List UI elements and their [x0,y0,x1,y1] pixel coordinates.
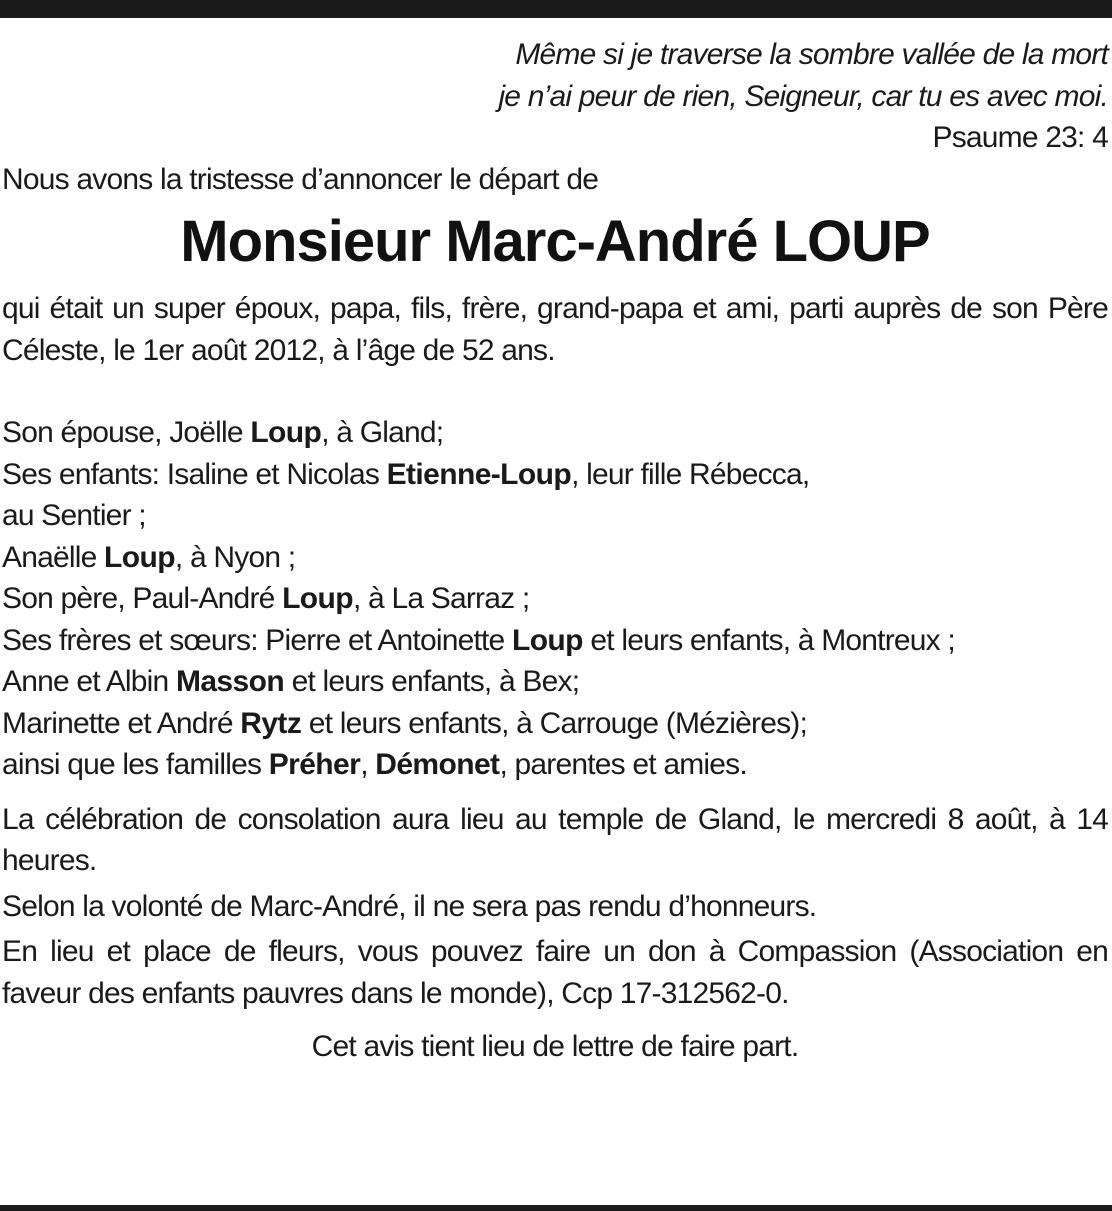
verse-line-1: Même si je traverse la sombre vallée de la mort [515,38,1108,71]
intro-text: Nous avons la tristesse d’annoncer le départ de [2,162,599,196]
deceased-name: Monsieur Marc-André LOUP [180,209,930,274]
family-surname: Masson [175,665,285,698]
no-honours-text: Selon la volonté de Marc-André, il ne sera pas rendu d’honneurs. [2,889,817,923]
family-list [2,412,1108,786]
family-sibling-masson [2,661,1108,703]
closing-text: Cet avis tient lieu de lettre de faire part. [311,1030,799,1063]
family-text: et leurs enfants, à Montreux ; [582,623,955,657]
family-surname: Démonet [375,748,500,781]
family-text: , [360,748,376,781]
description-text: qui était un super époux, papa, fils, frère, grand-papa et ami, parti auprès de son Père Céleste, le 1er août 2012, à l’âge de 52 ans. [2,292,1108,367]
family-text: et leurs enfants, à Bex; [284,665,580,698]
family-text: , parentes et amies. [499,748,747,781]
family-text: , à Gland; [321,416,444,449]
family-father [2,578,1108,620]
family-surname: Loup [104,540,175,574]
family-text: Ses enfants: Isaline et Nicolas [2,457,387,491]
donation-text: En lieu et place de fleurs, vous pouvez faire un don à Compassion (Association en faveur des enfants pauvres dans le monde), Ccp 17-312562-0. [2,935,1108,1010]
family-surname: Préher [268,748,361,781]
family-text: et leurs enfants, à Carrouge (Mézières); [301,706,807,740]
bible-verse [2,34,1108,159]
family-text: , à Nyon ; [174,540,296,574]
family-text: ainsi que les familles [2,748,269,781]
family-sibling-rytz [2,703,1108,745]
verse-line-2: je n’ai peur de rien, Seigneur, car tu es avec moi. [498,79,1108,113]
family-other-families [2,744,1108,786]
top-border-rule [0,0,1112,18]
family-text: Anne et Albin [2,665,176,698]
family-text: Son père, Paul-André [2,582,283,615]
family-surname: Rytz [240,706,302,740]
ceremony-text: La célébration de consolation aura lieu au temple de Gland, le mercredi 8 août, à 14 heures. [2,802,1108,877]
family-children-location: au Sentier ; [2,499,146,532]
family-surname: Etienne-Loup [386,457,572,491]
verse-reference: Psaume 23: 4 [932,121,1108,154]
family-children [2,454,1108,496]
obituary-notice [2,34,1108,1068]
family-text: , à La Sarraz ; [352,582,530,615]
family-text: Son épouse, Joëlle [2,416,251,449]
bottom-border-rule [0,1205,1112,1211]
family-daughter [2,537,1108,579]
family-surname: Loup [511,623,583,657]
family-text: Ses frères et sœurs: Pierre et Antoinette [2,623,512,657]
family-spouse [2,412,1108,454]
family-siblings [2,620,1108,662]
family-text: , leur fille Rébecca, [571,457,810,491]
family-text: Anaëlle [2,540,105,574]
family-text: Marinette et André [2,706,241,740]
family-surname: Loup [282,582,353,615]
family-surname: Loup [250,416,322,449]
